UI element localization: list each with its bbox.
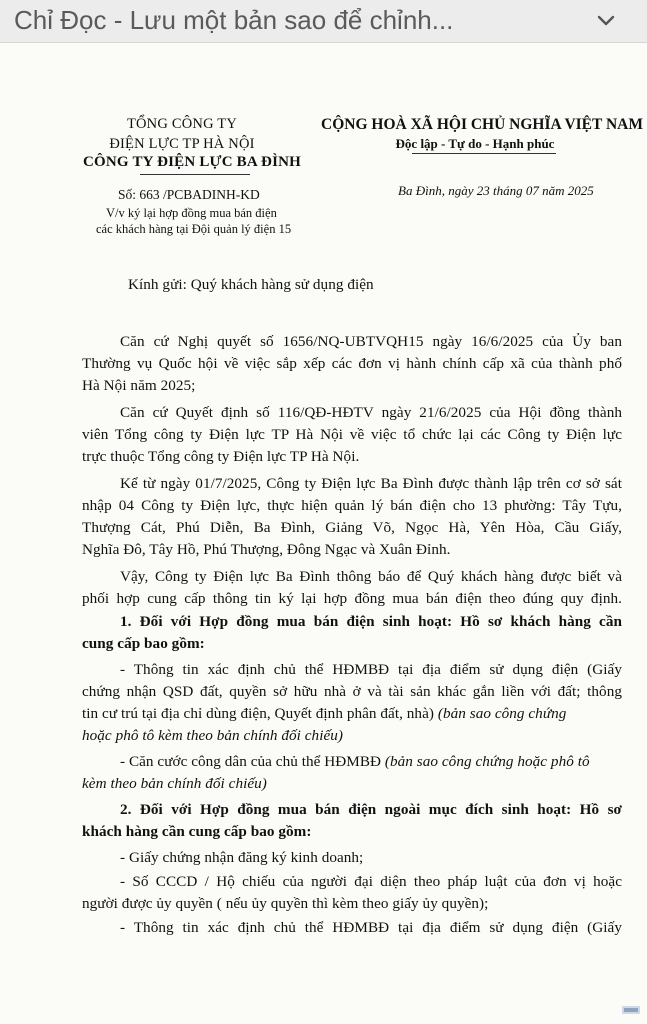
app-toolbar — [0, 0, 647, 43]
document-date: Ba Đình, ngày 23 tháng 07 năm 2025 — [398, 183, 594, 198]
org-underline — [140, 174, 250, 175]
nation-underline — [412, 153, 556, 154]
body-line: Căn cứ Quyết định số 116/QĐ-HĐTV ngày 21/6/2025 của Hội đồng thành — [120, 404, 622, 421]
body-line: trực thuộc Tổng công ty Điện lực TP Hà Nội. — [82, 448, 360, 465]
org-line-1: TỔNG CÔNG TY — [126, 116, 238, 132]
body-line: nhập 04 Công ty Điện lực, thực hiện quản lý bán điện cho 13 phường: Tây Tựu, — [82, 497, 622, 514]
subject-line-1: V/v ký lại hợp đồng mua bán điện — [106, 206, 277, 220]
section-2-heading: 2. Đối với Hợp đồng mua bán điện ngoài mục đích sinh hoạt: Hồ sơ — [120, 801, 622, 818]
body-line: Nghĩa Đô, Tây Hồ, Phú Thượng, Đông Ngạc và Xuân Đỉnh. — [82, 541, 451, 558]
section-2-heading-cont: khách hàng cần cung cấp bao gồm: — [82, 823, 312, 840]
org-line-3: CÔNG TY ĐIỆN LỰC BA ĐÌNH — [82, 154, 302, 170]
body-line: Vậy, Công ty Điện lực Ba Đình thông báo để Quý khách hàng được biết và — [120, 568, 622, 585]
body-line: Hà Nội năm 2025; — [82, 377, 196, 394]
chevron-down-icon[interactable] — [594, 8, 618, 32]
document-page — [0, 43, 647, 1024]
section-1-heading: 1. Đối với Hợp đồng mua bán điện sinh hoạt: Hồ sơ khách hàng cần — [120, 613, 622, 630]
body-line: phối hợp cung cấp thông tin ký lại hợp đồng mua bán điện theo đúng quy định. — [82, 590, 622, 607]
greeting: Kính gửi: Quý khách hàng sử dụng điện — [128, 276, 374, 293]
section-1-bullet-1: - Thông tin xác định chủ thể HĐMBĐ tại địa điểm sử dụng điện (Giấy — [120, 661, 622, 678]
section-2-bullet-3: - Thông tin xác định chủ thể HĐMBĐ tại địa điểm sử dụng điện (Giấy — [120, 919, 622, 936]
subject-line-2: các khách hàng tại Đội quản lý điện 15 — [96, 222, 292, 236]
body-line: Thượng Cát, Phú Diễn, Ba Đình, Giảng Võ, Ngọc Hà, Yên Hòa, Cầu Giấy, — [82, 519, 622, 536]
document-title: Chỉ Đọc - Lưu một bản sao để chỉnh... — [14, 5, 454, 35]
nation-line-1: CỘNG HOÀ XÃ HỘI CHỦ NGHĨA VIỆT NAM — [321, 116, 643, 133]
scanner-watermark-icon — [621, 1004, 641, 1016]
body-line: viên Tổng công ty Điện lực TP Hà Nội về việc tổ chức lại các Công ty Điện lực — [82, 426, 622, 443]
section-2-bullet-2: - Số CCCD / Hộ chiếu của người đại diện theo pháp luật của đơn vị hoặc — [120, 873, 622, 890]
section-2-bullet-2-line: người được ủy quyền ( nếu ủy quyền thì kèm theo giấy ủy quyền); — [82, 895, 489, 912]
body-line: Căn cứ Nghị quyết số 1656/NQ-UBTVQH15 ngày 16/6/2025 của Ủy ban — [120, 333, 622, 350]
section-1-bullet-1-line: chứng nhận QSD đất, quyền sở hữu nhà ở và tài sản khác gắn liền với đất; thông — [82, 683, 622, 700]
nation-line-2: Độc lập - Tự do - Hạnh phúc — [395, 136, 555, 151]
body-line: Kể từ ngày 01/7/2025, Công ty Điện lực Ba Đình được thành lập trên cơ sở sát — [120, 475, 622, 492]
section-2-bullet-1: - Giấy chứng nhận đăng ký kinh doanh; — [120, 849, 364, 866]
document-number: Số: 663 /PCBADINH-KD — [118, 187, 260, 202]
section-1-bullet-1-line: hoặc phô tô kèm theo bản chính đối chiếu) — [82, 727, 344, 744]
section-1-bullet-2: - Căn cước công dân của chủ thể HĐMBĐ (bản sao công chứng hoặc phô tô — [120, 753, 590, 770]
section-1-heading-cont: cung cấp bao gồm: — [82, 635, 205, 652]
org-line-2: ĐIỆN LỰC TP HÀ NỘI — [109, 136, 255, 152]
body-line: Thường vụ Quốc hội về việc sắp xếp các đơn vị hành chính cấp xã của thành phố — [82, 355, 622, 372]
section-1-bullet-1-line: tin cư trú tại địa chỉ dùng điện, Quyết định phân đất, nhà) (bản sao công chứng — [82, 705, 567, 722]
section-1-bullet-2-line: kèm theo bản chính đối chiếu) — [82, 775, 267, 792]
